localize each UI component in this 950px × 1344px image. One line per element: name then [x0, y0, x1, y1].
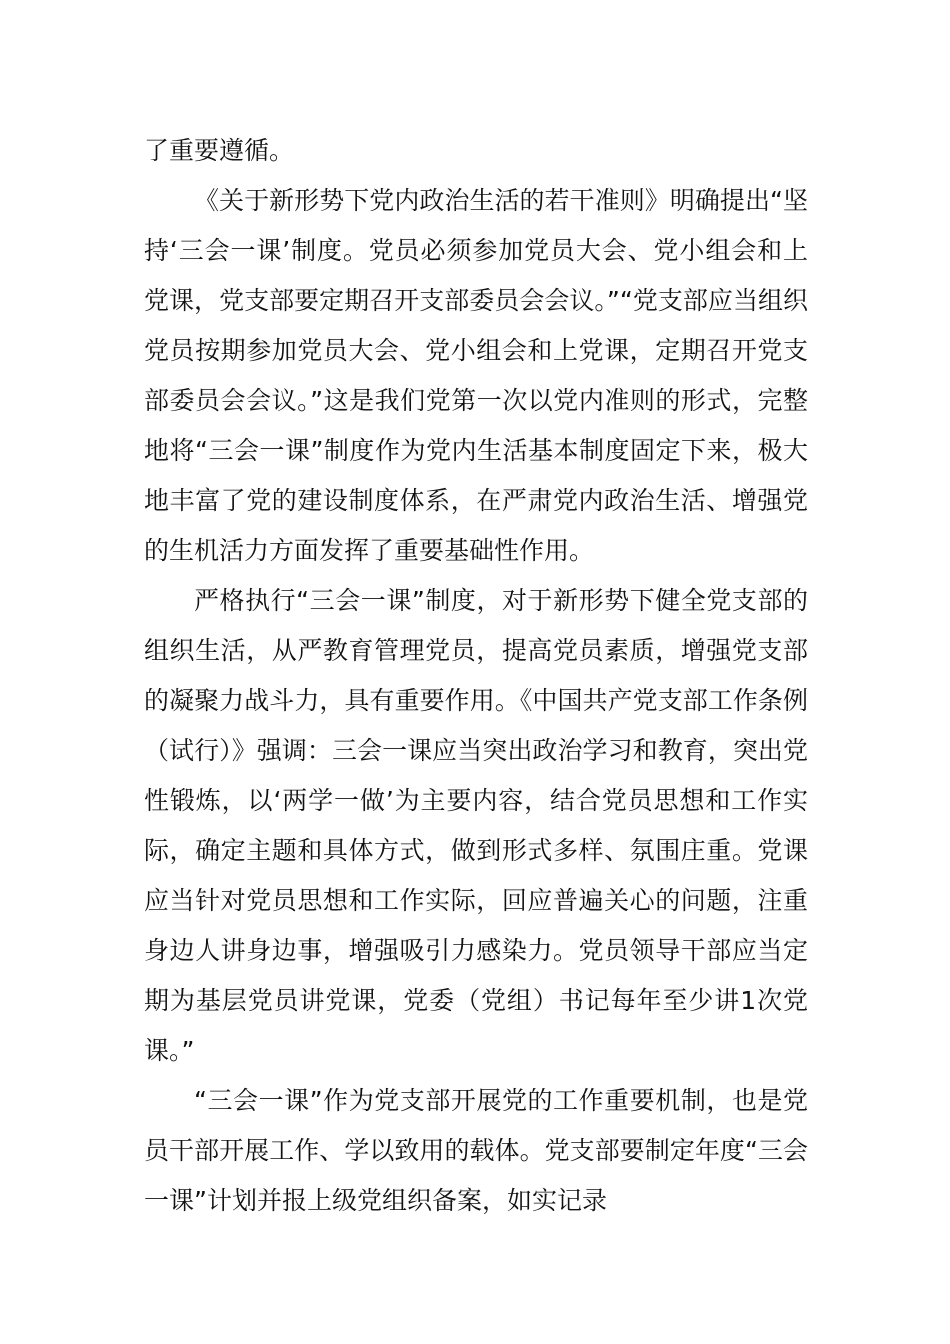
paragraph-guidelines: 《关于新形势下党内政治生活的若干准则》明确提出“坚持‘三会一课’制度。党员必须参加党员大会、党小组会和上党课，党支部要定期召开支部委员会会议。”“党支部应当组织党员按期参加党员大会、党小组会和上党课，定期召开党支部委员会会议。”这是我们党第一次以党内准则的形式，完整地将“三会一课”制度作为党内生活基本制度固定下来，极大地丰富了党的建设制度体系，在严肃党内政治生活、增强党的生机活力方面发挥了重要基础性作用。: [144, 186, 808, 565]
paragraph-strict-implementation: 严格执行“三会一课”制度，对于新形势下健全党支部的组织生活，从严教育管理党员，提高党员素质，增强党支部的凝聚力战斗力，具有重要作用。《中国共产党支部工作条例（试行）》强调：三会一课应当突出政治学习和教育，突出党性锻炼，以‘两学一做’为主要内容，结合党员思想和工作实际，确定主题和具体方式，做到形式多样、氛围庄重。党课应当针对党员思想和工作实际，回应普遍关心的问题，注重身边人讲身边事，增强吸引力感染力。党员领导干部应当定期为基层党员讲党课，党委（党组）书记每年至少讲1次党课。”: [144, 586, 808, 1065]
paragraph-continuation: 了重要遵循。: [144, 136, 295, 165]
paragraph-mechanism: “三会一课”作为党支部开展党的工作重要机制，也是党员干部开展工作、学以致用的载体。党支部要制定年度“三会一课”计划并报上级党组织备案，如实记录: [144, 1086, 808, 1215]
document-body: [144, 126, 808, 1226]
